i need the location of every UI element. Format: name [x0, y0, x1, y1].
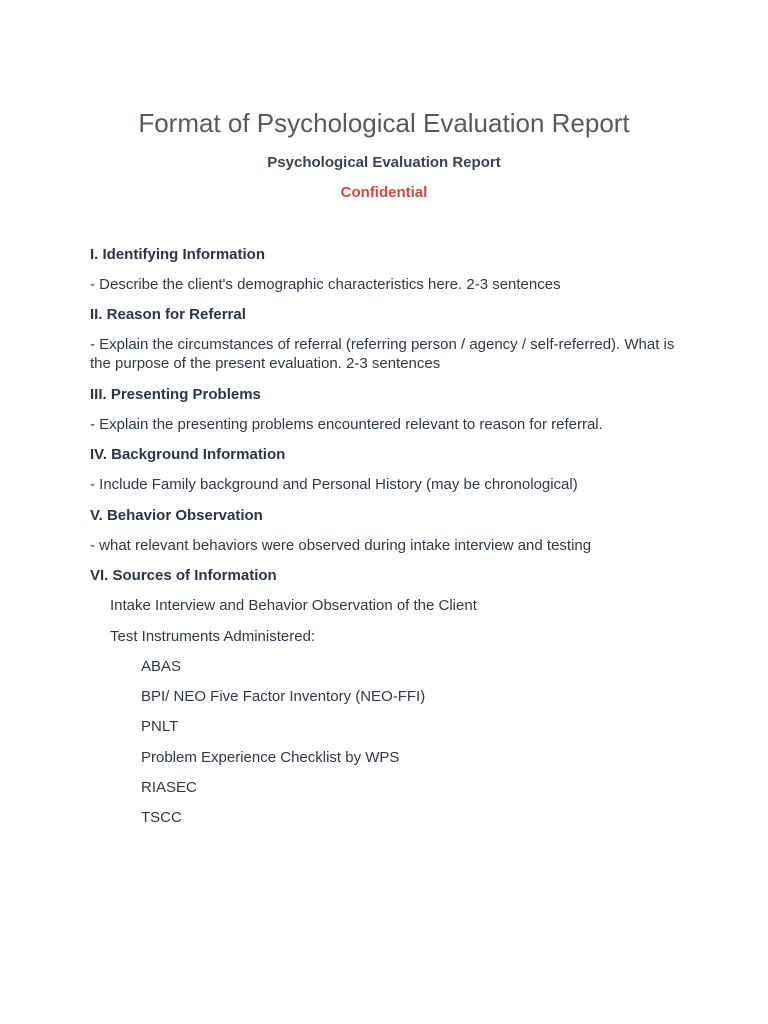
- section-heading-sources-of-information: VI. Sources of Information: [90, 567, 277, 584]
- section-text-background-information: - Include Family background and Personal History (may be chronological): [90, 476, 578, 493]
- instrument-item: RIASEC: [141, 779, 197, 796]
- section-text-behavior-observation: - what relevant behaviors were observed during intake interview and testing: [90, 537, 592, 554]
- instrument-item: PNLT: [141, 718, 179, 735]
- report-subtitle: Psychological Evaluation Report: [267, 154, 501, 171]
- section-heading-identifying-information: I. Identifying Information: [90, 246, 265, 263]
- section-heading-background-information: IV. Background Information: [90, 446, 286, 463]
- source-item: Intake Interview and Behavior Observation of the Client: [110, 597, 477, 614]
- section-text-presenting-problems: - Explain the presenting problems encountered relevant to reason for referral.: [90, 416, 603, 433]
- section-text-identifying-information: - Describe the client's demographic characteristics here. 2-3 sentences: [90, 276, 561, 293]
- source-item: Test Instruments Administered:: [110, 628, 316, 645]
- section-text-reason-for-referral: - Explain the circumstances of referral (referring person / agency / self-referred). What is the purpose of the present evaluation. 2-3 sentences: [90, 336, 675, 372]
- instrument-item: ABAS: [141, 658, 182, 675]
- section-heading-behavior-observation: V. Behavior Observation: [90, 507, 263, 524]
- instrument-item: Problem Experience Checklist by WPS: [141, 749, 400, 766]
- section-heading-reason-for-referral: II. Reason for Referral: [90, 306, 246, 323]
- instrument-item: TSCC: [141, 809, 182, 826]
- instrument-item: BPI/ NEO Five Factor Inventory (NEO-FFI): [141, 688, 426, 705]
- confidential-label: Confidential: [340, 184, 428, 201]
- document-title: Format of Psychological Evaluation Report: [138, 108, 630, 138]
- section-heading-presenting-problems: III. Presenting Problems: [90, 386, 261, 403]
